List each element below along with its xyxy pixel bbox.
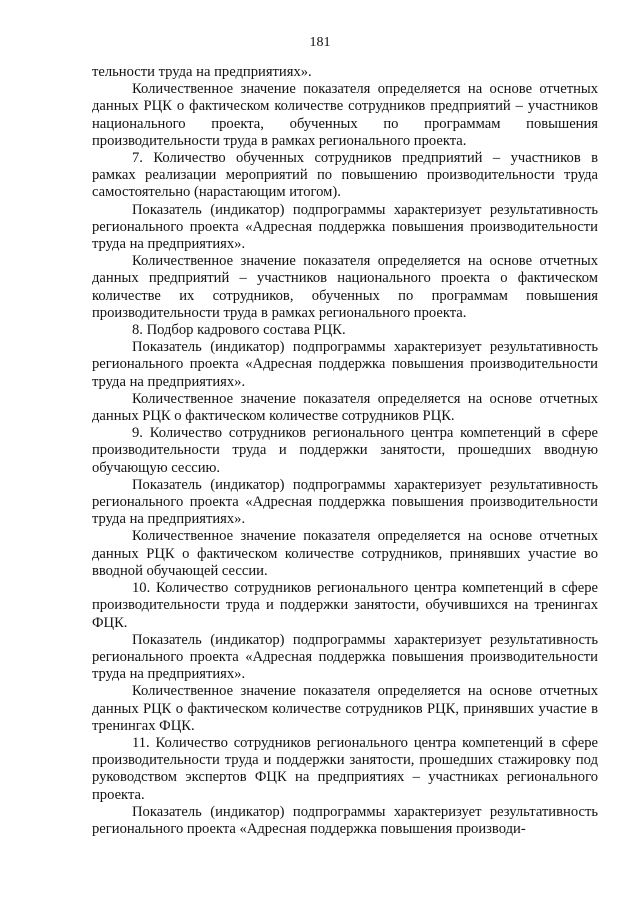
paragraph: Показатель (индикатор) подпрограммы характеризует результативность регионального проекта «Адресная поддержка повышения производительности труда на предприятиях». xyxy=(92,476,598,528)
paragraph: Показатель (индикатор) подпрограммы характеризует результативность регионального проекта «Адресная поддержка повышения производительности труда на предприятиях». xyxy=(92,201,598,253)
paragraph: Показатель (индикатор) подпрограммы характеризует результативность регионального проекта «Адресная поддержка повышения производительности труда на предприятиях». xyxy=(92,631,598,683)
paragraph: Количественное значение показателя определяется на основе отчетных данных предприятий – участников национального проекта о фактическом количестве их сотрудников, обученных по программам повышения производительности труда в рамках регионального проекта. xyxy=(92,253,598,321)
paragraph: 7. Количество обученных сотрудников предприятий – участников в рамках реализации мероприятий по повышению производительности труда самостоятельно (нарастающим итогом). xyxy=(92,150,598,201)
paragraph: Количественное значение показателя определяется на основе отчетных данных РЦК о фактическом количестве сотрудников РЦК, принявших участие в тренингах ФЦК. xyxy=(92,683,598,734)
body-text xyxy=(92,64,598,838)
paragraph: Показатель (индикатор) подпрограммы характеризует результативность регионального проекта «Адресная поддержка повышения производительности труда на предприятиях». xyxy=(92,339,598,390)
paragraph: 10. Количество сотрудников регионального центра компетенций в сфере производительности труда и поддержки занятости, обучившихся на тренингах ФЦК. xyxy=(92,580,598,631)
paragraph: 11. Количество сотрудников регионального центра компетенций в сфере производительности труда и поддержки занятости, прошедших стажировку под руководством экспертов ФЦК на предприятиях – участниках регионального проекта. xyxy=(92,734,598,803)
page-number: 181 xyxy=(309,35,331,50)
paragraph: 9. Количество сотрудников регионального центра компетенций в сфере производительности труда и поддержки занятости, прошедших вводную обучающую сессию. xyxy=(92,425,598,476)
paragraph: Количественное значение показателя определяется на основе отчетных данных РЦК о фактическом количестве сотрудников предприятий – участников национального проекта, обученных по программам повышения производительности труда в рамках регионального проекта. xyxy=(92,81,598,149)
paragraph: 8. Подбор кадрового состава РЦК. xyxy=(132,322,346,339)
paragraph: Количественное значение показателя определяется на основе отчетных данных РЦК о фактическом количестве сотрудников РЦК. xyxy=(92,390,598,425)
paragraph: тельности труда на предприятиях». xyxy=(92,64,312,80)
paragraph: Количественное значение показателя определяется на основе отчетных данных РЦК о фактическом количестве сотрудников, принявших участие во вводной обучающей сессии. xyxy=(92,528,598,579)
paragraph: Показатель (индикатор) подпрограммы характеризует результативность регионального проекта «Адресная поддержка повышения производи- xyxy=(92,803,598,837)
